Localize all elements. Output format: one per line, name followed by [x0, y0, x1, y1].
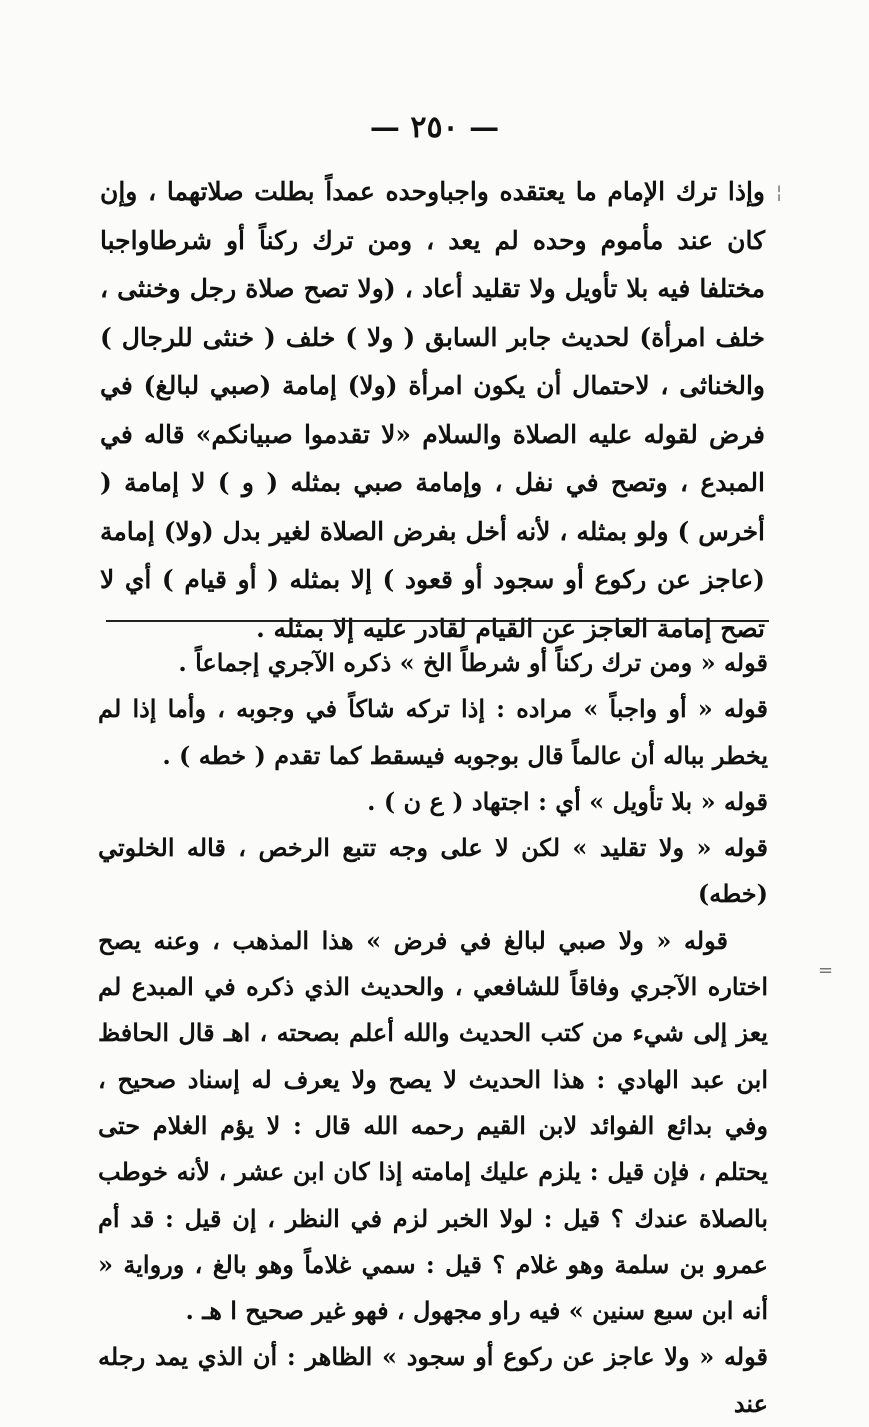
- margin-mark: ¦: [776, 182, 783, 203]
- commentary-paragraph: قوله « ولا تقليد » لكن لا على وجه تتبع الرخص ، قاله الخلوتي (خطه): [98, 833, 768, 909]
- commentary-paragraph: قوله « ومن ترك ركناً أو شرطاً الخ » ذكره الآجري إجماعاً .: [178, 648, 768, 677]
- footnote-divider: [106, 620, 769, 622]
- page-number: — ٢٥٠ —: [369, 110, 500, 145]
- margin-mark: =: [818, 960, 834, 981]
- commentary-paragraph: قوله « بلا تأويل » أي : اجتهاد ( ع ن ) .: [367, 786, 768, 816]
- commentary-paragraph: قوله « أو واجباً » مراده : إذا تركه شاكاً في وجوبه ، وأما إذا لم يخطر بباله أن عالماً قال بوجوبه فيسقط كما تقدم ( خطه ) .: [98, 694, 768, 770]
- commentary-section: [98, 640, 768, 1427]
- main-text-body: وإذا ترك الإمام ما يعتقده واجباوحده عمداً بطلت صلاتهما ، وإن كان عند مأموم وحده لم يعد ، ومن ترك ركناً أو شرطاواجبا مختلفا فيه بلا تأويل ولا تقليد أعاد ، (ولا تصح صلاة رجل وخنثى ، خلف امرأة) لحديث جابر السابق ( ولا ) خلف ( خنثى للرجال ) والخناثى ، لاحتمال أن يكون امرأة (ولا) إمامة (صبي لبالغ) في فرض لقوله عليه الصلاة والسلام «لا تقدموا صبيانكم» قاله في المبدع ، وتصح في نفل ، وإمامة صبي بمثله ( و ) لا إمامة ( أخرس ) ولو بمثله ، لأنه أخل بفرض الصلاة لغير بدل (ولا) إمامة (عاجز عن ركوع أو سجود أو قعود ) إلا بمثله ( أو قيام ) أي لا تصح إمامة العاجز عن القيام لقادر عليه إلا بمثله .: [100, 177, 765, 643]
- commentary-paragraph: قوله « ولا عاجز عن ركوع أو سجود » الظاهر : أن الذي يمد رجله عند: [98, 1342, 768, 1418]
- commentary-paragraph: قوله « ولا صبي لبالغ في فرض » هذا المذهب ، وعنه يصح اختاره الآجري وفاقاً للشافعي ، والحديث الذي ذكره في المبدع لم يعز إلى شيء من كتب الحديث والله أعلم بصحته ، اهـ قال الحافظ ابن عبد الهادي : هذا الحديث لا يصح ولا يعرف له إسناد صحيح ، وفي بدائع الفوائد لابن القيم رحمه الله قال : لا يؤم الغلام حتى يحتلم ، فإن قيل : يلزم عليك إمامته إذا كان ابن عشر ، لأنه خوطب بالصلاة عندك ؟ قيل : لولا الخبر لزم في النظر ، إن قيل : قد أم عمرو بن سلمة وهو غلام ؟ قيل : سمي غلاماً وهو بالغ ، ورواية « أنه ابن سبع سنين » فيه راو مجهول ، فهو غير صحيح ا هـ .: [98, 925, 768, 1326]
